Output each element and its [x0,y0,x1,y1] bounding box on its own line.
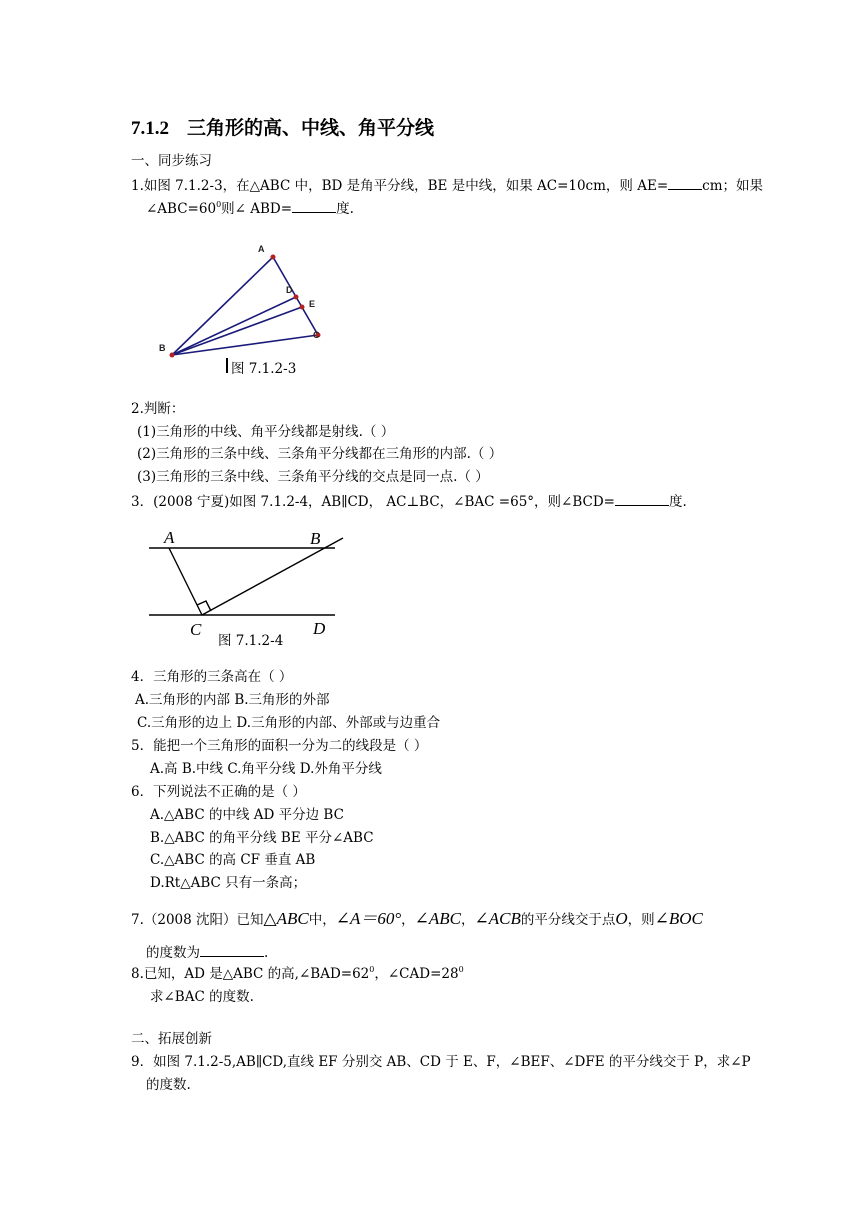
label-c: C [313,330,320,340]
question-6-option-c: C.△ABC 的高 CF 垂直 AB [150,852,316,868]
question-1-line-2: $\angle ABC=60^0$则∠ ABD= 度. [146,200,354,217]
question-3: 3．(2008 宁夏)如图 7.1.2-4，AB∥CD， AC⊥BC，∠BAC =65°，则∠BCD= 度. [131,491,687,511]
question-9-line-2: 的度数. [146,1077,191,1093]
section-heading-2: 二、拓展创新 [131,1031,212,1047]
question-7-line-2: 的度数为 . [146,942,268,962]
question-2-head: 2.判断： [131,401,185,417]
line-ba [172,257,273,355]
answer-blank[interactable] [292,198,336,213]
figure-caption-2: 图 7.1.2-4 [218,633,284,649]
answer-blank[interactable] [200,942,264,957]
label-a: A [258,244,265,254]
question-7-line-1: 7.（2008 沈阳）已知△ABC中，∠A＝60°，∠ABC，∠ACB的平分线交于点O，则∠BOC [131,909,703,928]
question-4-options-2: C.三角形的边上 D.三角形的内部、外部或与边重合 [137,715,441,731]
cursor-bar [226,358,228,373]
question-2-item-3: (3)三角形的三条中线、三条角平分线的交点是同一点.（ ） [137,469,489,485]
question-5-options: A.高 B.中线 C.角平分线 D.外角平分线 [150,761,382,777]
question-6-option-a: A.△ABC 的中线 AD 平分边 BC [150,807,344,823]
line-be [172,307,302,355]
label-b: B [310,529,321,548]
question-4-head: 4．三角形的三条高在（ ） [131,669,293,685]
figure-7-1-2-3 [155,240,335,370]
question-4-options-1: A.三角形的内部 B.三角形的外部 [135,692,330,708]
label-e: E [309,299,316,309]
question-8-line-2: 求∠BAC 的度数. [150,989,254,1005]
question-6-option-d: D.Rt△ABC 只有一条高； [150,875,307,891]
label-b: B [159,343,166,353]
question-6-option-b: B.△ABC 的角平分线 BE 平分∠ABC [150,830,374,846]
question-9-line-1: 9．如图 7.1.2-5,AB∥CD,直线 EF 分别交 AB、CD 于 E、F，∠BEF、∠DFE 的平分线交于 P，求∠P [131,1054,751,1070]
label-d: D [313,619,326,638]
question-5-head: 5．能把一个三角形的面积一分为二的线段是（ ） [131,738,428,754]
line-cb [202,538,343,615]
point-e [300,305,305,310]
point-b [170,353,175,358]
answer-blank[interactable] [668,175,702,190]
question-8-line-1: 8.已知，AD 是△ABC 的高$,\angle BAD=62^0$，$\angle CAD=28^0$ [131,965,464,982]
point-a [271,255,276,260]
point-d [294,295,299,300]
question-6-head: 6．下列说法不正确的是（ ） [131,784,306,800]
question-2-item-2: (2)三角形的三条中线、三条角平分线都在三角形的内部.（ ） [137,446,503,462]
label-a: A [164,528,175,547]
section-heading-1: 一、同步练习 [131,153,212,169]
question-2-item-1: (1)三角形的中线、角平分线都是射线.（ ） [137,424,395,440]
label-c: C [190,620,202,639]
label-d: D [286,285,293,295]
page-title: 7.1.2 三角形的高、中线、角平分线 [131,118,435,139]
question-1-line-1: 1.如图 7.1.2-3，在△ABC 中，BD 是角平分线，BE 是中线，如果 AC=10cm，则 AE= cm；如果 [131,175,763,195]
answer-blank[interactable] [615,491,669,506]
figure-caption-1: 图 7.1.2-3 [231,361,297,377]
